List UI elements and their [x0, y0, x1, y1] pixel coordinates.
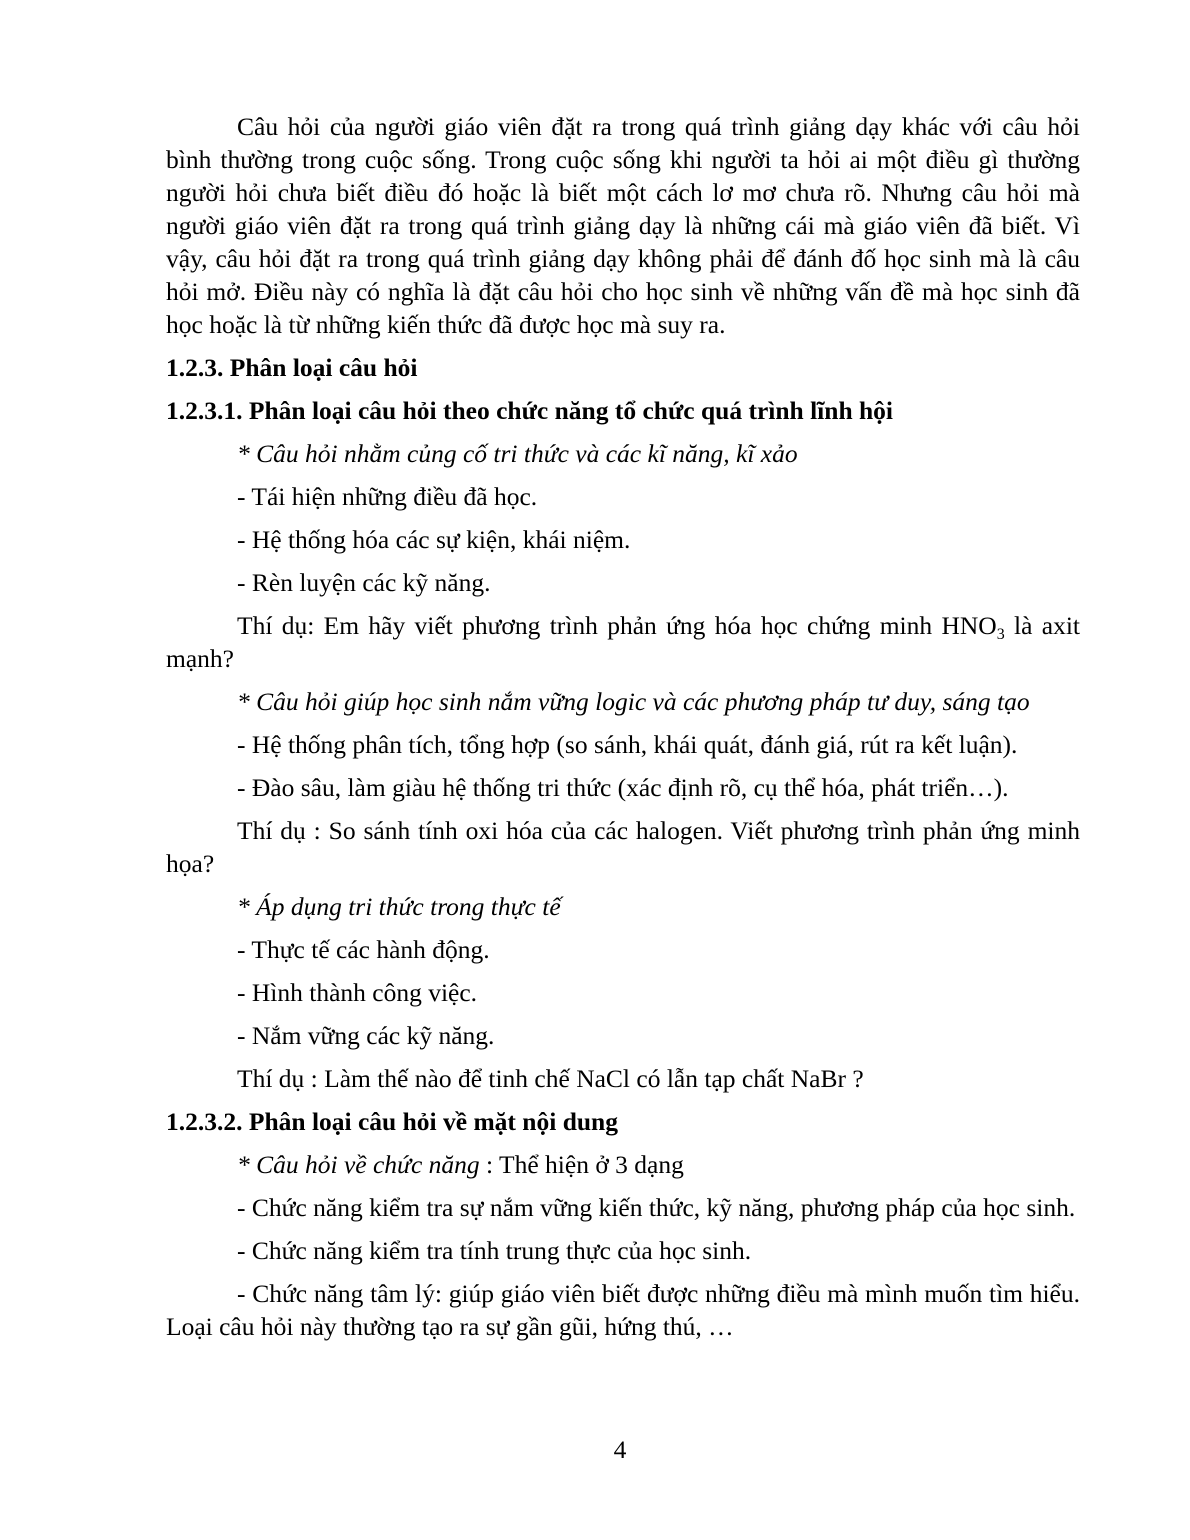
group1-example — [166, 609, 1080, 675]
group1-item-1: - Tái hiện những điều đã học. — [237, 482, 538, 511]
group4-item-3: - Chức năng tâm lý: giúp giáo viên biết được những điều mà mình muốn tìm hiểu. Loại câu hỏi này thường tạo ra sự gần gũi, hứng thú, … — [166, 1279, 1080, 1341]
group1-example-text-end: là axit mạnh? — [166, 611, 1081, 673]
heading-1-2-3: 1.2.3. Phân loại câu hỏi — [166, 353, 418, 382]
group1-example-subscript: 3 — [996, 626, 1005, 643]
heading-1-2-3-2: 1.2.3.2. Phân loại câu hỏi về mặt nội dung — [166, 1107, 618, 1136]
group4-title-italic: * Câu hỏi về chức năng — [237, 1150, 480, 1179]
group4-item-1: - Chức năng kiểm tra sự nắm vững kiến thức, kỹ năng, phương pháp của học sinh. — [237, 1193, 1076, 1222]
group2-title: * Câu hỏi giúp học sinh nắm vững logic và các phương pháp tư duy, sáng tạo — [237, 687, 1030, 716]
document-page — [166, 110, 1080, 1353]
group3-example: Thí dụ : Làm thế nào để tinh chế NaCl có lẫn tạp chất NaBr ? — [237, 1064, 864, 1093]
group3-title: * Áp dụng tri thức trong thực tế — [237, 892, 561, 921]
group2-item-1: - Hệ thống phân tích, tổng hợp (so sánh, khái quát, đánh giá, rút ra kết luận). — [237, 730, 1018, 759]
page-number: 4 — [613, 1435, 627, 1464]
intro-paragraph: Câu hỏi của người giáo viên đặt ra trong quá trình giảng dạy khác với câu hỏi bình thường trong cuộc sống. Trong cuộc sống khi người ta hỏi ai một điều gì thường người hỏi chưa biết điều đó hoặc là biết một cách lơ mơ chưa rõ. Nhưng câu hỏi mà người giáo viên đặt ra trong quá trình giảng dạy là những cái mà giáo viên đã biết. Vì vậy, câu hỏi đặt ra trong quá trình giảng dạy không phải để đánh đố học sinh mà là câu hỏi mở. Điều này có nghĩa là đặt câu hỏi cho học sinh về những vấn đề mà học sinh đã học hoặc là từ những kiến thức đã được học mà suy ra. — [166, 112, 1080, 339]
group2-item-2: - Đào sâu, làm giàu hệ thống tri thức (xác định rõ, cụ thể hóa, phát triển…). — [237, 773, 1009, 802]
group2-example: Thí dụ : So sánh tính oxi hóa của các halogen. Viết phương trình phản ứng minh họa? — [166, 816, 1080, 878]
group3-item-1: - Thực tế các hành động. — [237, 935, 490, 964]
group3-item-3: - Nắm vững các kỹ năng. — [237, 1021, 495, 1050]
heading-1-2-3-1: 1.2.3.1. Phân loại câu hỏi theo chức năng tổ chức quá trình lĩnh hội — [166, 396, 894, 425]
group4-item-2: - Chức năng kiểm tra tính trung thực của học sinh. — [237, 1236, 752, 1265]
group3-item-2: - Hình thành công việc. — [237, 978, 478, 1007]
group1-title: * Câu hỏi nhằm củng cố tri thức và các kĩ năng, kĩ xảo — [237, 439, 798, 468]
group4-title — [166, 1148, 1080, 1181]
group1-item-3: - Rèn luyện các kỹ năng. — [237, 568, 491, 597]
group1-example-text: Thí dụ: Em hãy viết phương trình phản ứng hóa học chứng minh HNO — [237, 611, 997, 640]
group4-title-rest: : Thể hiện ở 3 dạng — [479, 1150, 684, 1179]
group1-item-2: - Hệ thống hóa các sự kiện, khái niệm. — [237, 525, 631, 554]
